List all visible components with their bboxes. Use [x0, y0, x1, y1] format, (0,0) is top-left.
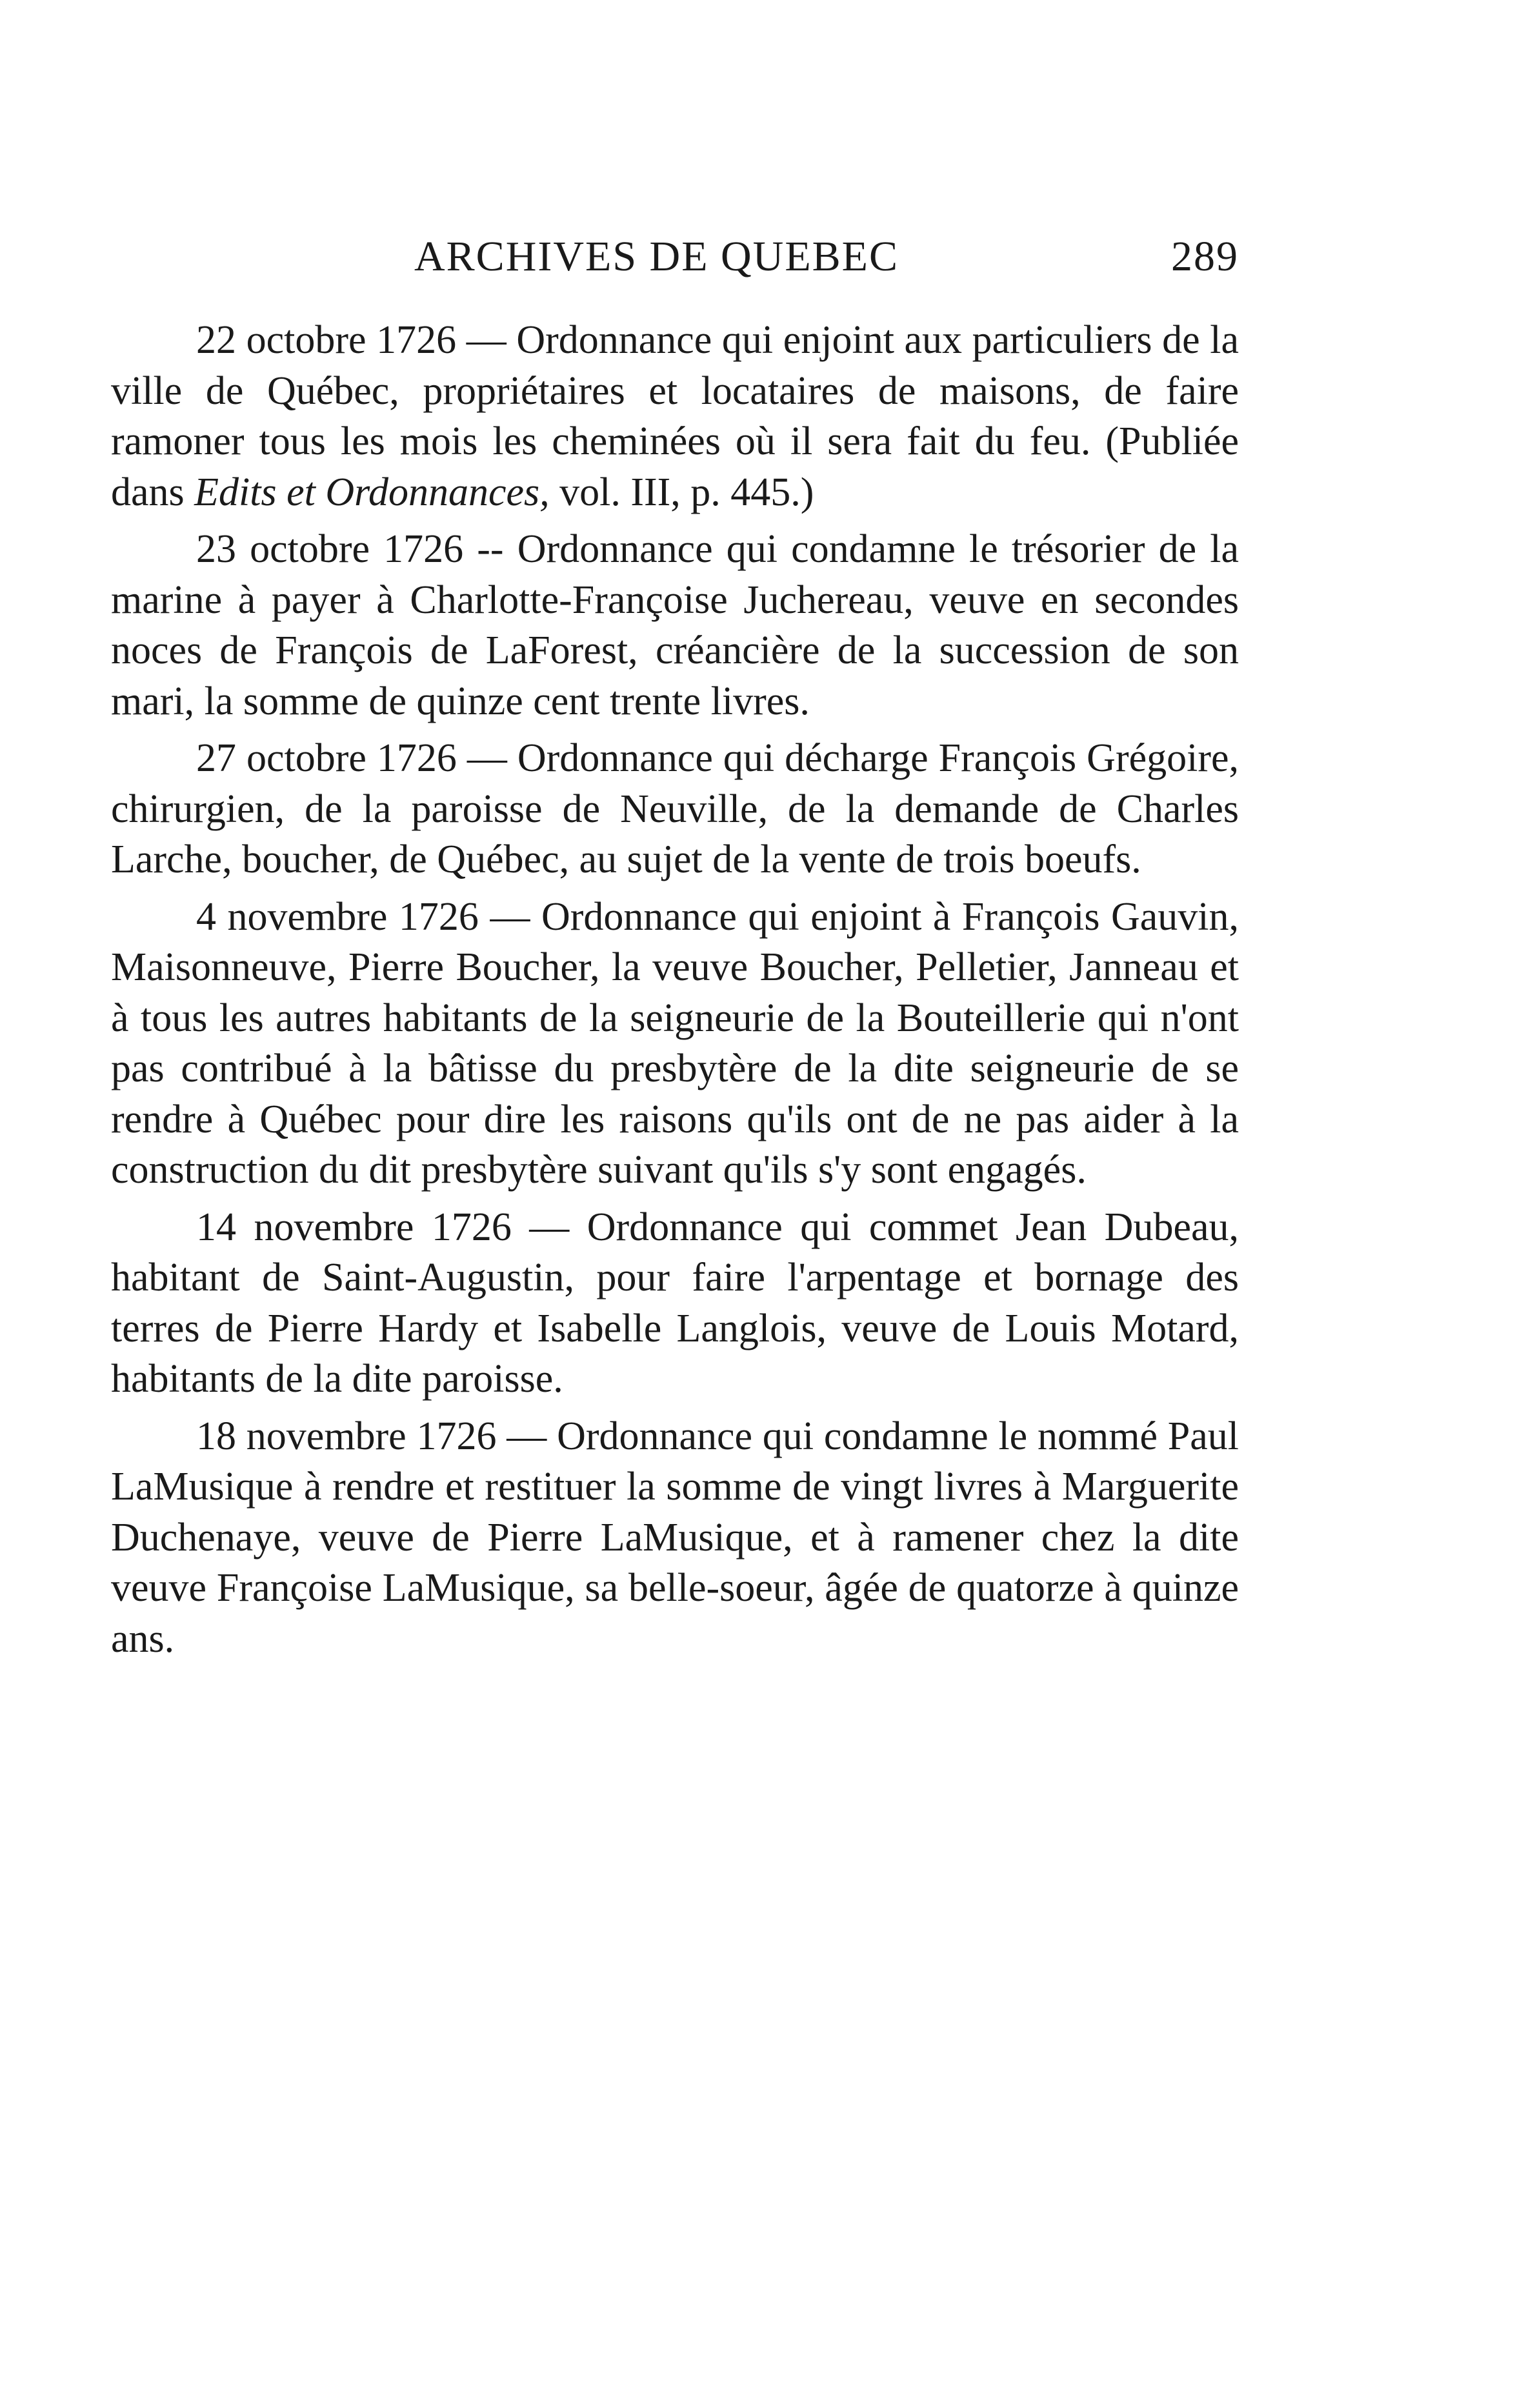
publication-title: Edits et Ordonnances, [194, 470, 550, 514]
entry-4-novembre-1726 [111, 892, 1239, 1196]
ordinance-entries [111, 315, 1239, 1664]
entry-text: 27 octobre 1726 — Ordonnance qui décharge François Grégoire, chirurgien, de la paroisse de Neuville, de la demande de Charles Larche, boucher, de Québec, au sujet de la vente de trois boeufs. [111, 736, 1239, 881]
entry-18-novembre-1726 [111, 1411, 1239, 1665]
entry-text: 18 novembre 1726 — Ordonnance qui condamne le nommé Paul LaMusique à rendre et restituer la somme de vingt livres à Marguerite Duchenaye, veuve de Pierre LaMusique, et à ramener chez la dite veuve Françoise LaMusique, sa belle-soeur, âgée de quatorze à quinze ans. [111, 1414, 1239, 1661]
book-page [111, 232, 1239, 1671]
entry-text: 23 octobre 1726 -- Ordonnance qui condamne le trésorier de la marine à payer à Charlotte-Françoise Juchereau, veuve en secondes noces de François de LaForest, créancière de la succession de son mari, la somme de quinze cent trente livres. [111, 527, 1239, 723]
entry-23-octobre-1726 [111, 524, 1239, 727]
entry-22-octobre-1726 [111, 315, 1239, 517]
entry-14-novembre-1726 [111, 1202, 1239, 1405]
entry-text: 4 novembre 1726 — Ordonnance qui enjoint à François Gauvin, Maisonneuve, Pierre Boucher, la veuve Boucher, Pelletier, Janneau et à tous les autres habitants de la seigneurie de la Bouteillerie qui n'ont pas contribué à la bâtisse du presbytère de la dite seigneurie de se rendre à Québec pour dire les raisons qu'ils ont de ne pas aider à la construction du dit presbytère suivant qu'ils s'y sont engagés. [111, 894, 1239, 1192]
running-header [111, 232, 1239, 290]
entry-text-continued: vol. III, p. 445.) [549, 470, 814, 514]
running-title: ARCHIVES DE QUEBEC [414, 233, 899, 280]
entry-text: 22 octobre 1726 — Ordonnance qui enjoint aux particuliers de la ville de Québec, propriétaires et locataires de maisons, de faire ramoner tous les mois les cheminées où il sera fait du feu. (Publiée dans [111, 318, 1239, 514]
entry-text: 14 novembre 1726 — Ordonnance qui commet Jean Dubeau, habitant de Saint-Augustin, pour faire l'arpentage et bornage des terres de Pierre Hardy et Isabelle Langlois, veuve de Louis Motard, habitants de la dite paroisse. [111, 1205, 1239, 1401]
page-number: 289 [1171, 233, 1239, 280]
entry-27-octobre-1726 [111, 733, 1239, 885]
